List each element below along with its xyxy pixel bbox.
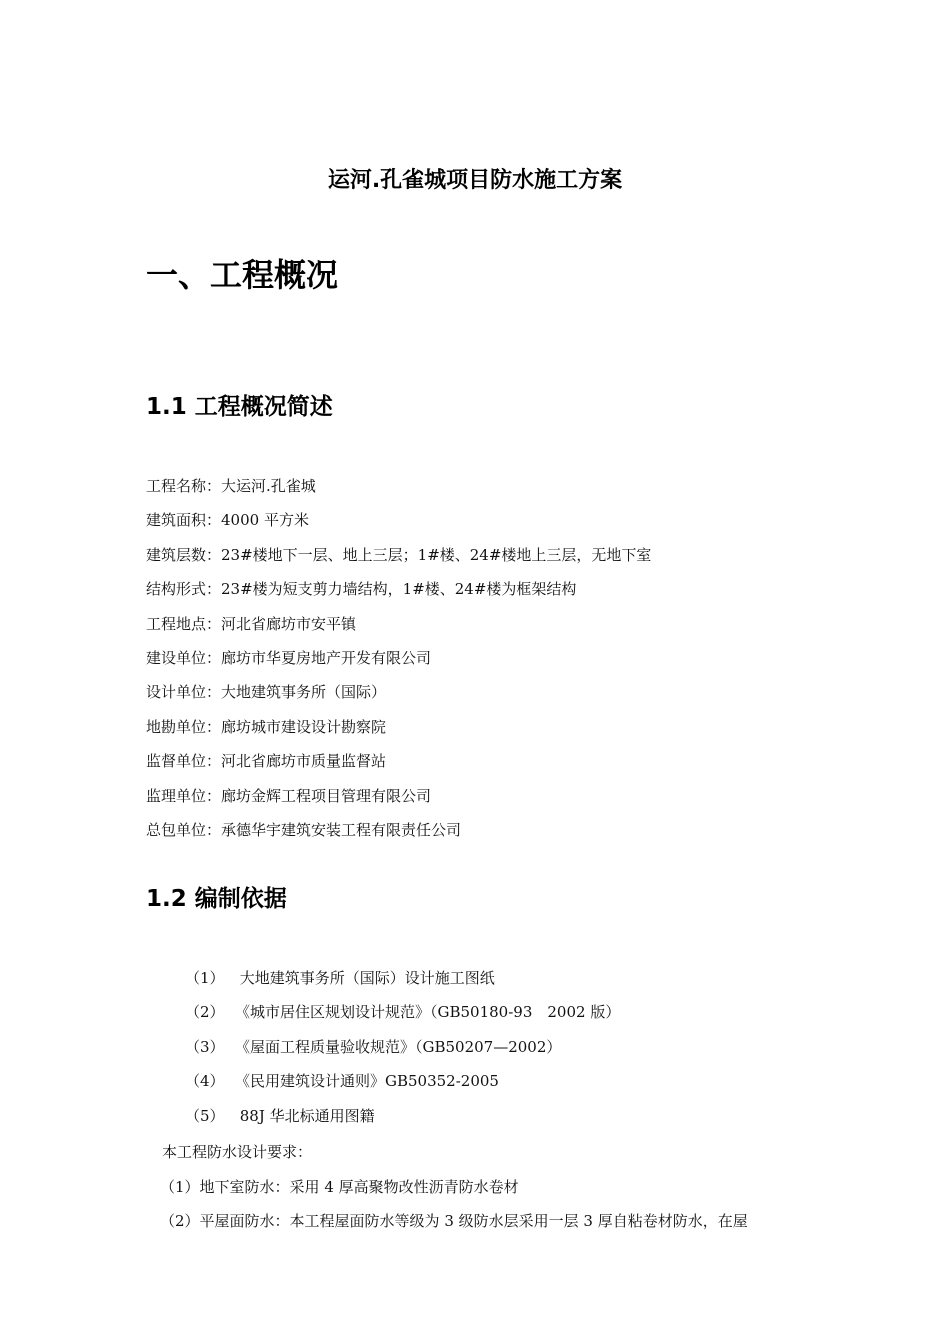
subsection-heading-overview: 1.1 工程概况简述 (146, 394, 333, 420)
requirement-basement: （1）地下室防水：采用 4 厚高聚物改性沥青防水卷材 (160, 1178, 519, 1196)
basis-item-number: （2） (185, 1003, 225, 1022)
section-heading-overview: 一、工程概况 (146, 256, 339, 294)
basis-item-number: （5） (185, 1106, 225, 1125)
requirements-list (160, 1177, 748, 1246)
info-floor-area: 建筑面积：4000 平方米 (146, 511, 309, 530)
basis-item (185, 968, 620, 1002)
info-storeys: 建筑层数：23#楼地下一层、地上三层；1#楼、24#楼地上三层，无地下室 (146, 545, 652, 564)
document-title: 运河.孔雀城项目防水施工方案 (327, 168, 623, 193)
basis-item (185, 1037, 620, 1071)
basis-item-text: 大地建筑事务所（国际）设计施工图纸 (235, 969, 495, 987)
info-survey-unit: 地勘单位：廊坊城市建设设计勘察院 (146, 717, 387, 736)
basis-item-text: 88J 华北标通用图籍 (235, 1106, 375, 1125)
basis-item-number: （1） (185, 969, 225, 987)
basis-item-text: 《屋面工程质量验收规范》（GB50207—2002） (235, 1037, 562, 1056)
project-info-list (146, 476, 651, 854)
requirements-intro: 本工程防水设计要求： (162, 1143, 313, 1161)
basis-item-text: 《城市居住区规划设计规范》（GB50180-93 2002 版） (235, 1003, 621, 1022)
info-supervisor: 监理单位：廊坊金辉工程项目管理有限公司 (146, 786, 432, 805)
info-location: 工程地点：河北省廊坊市安平镇 (146, 614, 357, 633)
basis-item-number: （3） (185, 1037, 225, 1056)
basis-list (185, 968, 620, 1140)
info-designer: 设计单位：大地建筑事务所（国际） (146, 683, 387, 702)
basis-item (185, 1071, 620, 1105)
info-general-contractor: 总包单位：承德华宇建筑安装工程有限责任公司 (146, 820, 462, 839)
subsection-heading-basis: 1.2 编制依据 (146, 886, 287, 912)
basis-item-text: 《民用建筑设计通则》GB50352-2005 (235, 1072, 499, 1091)
basis-item (185, 1002, 620, 1036)
requirement-flat-roof: （2）平屋面防水：本工程屋面防水等级为 3 级防水层采用一层 3 厚自粘卷材防水，在屋 (160, 1212, 748, 1231)
info-developer: 建设单位：廊坊市华夏房地产开发有限公司 (146, 648, 432, 667)
info-project-name: 工程名称：大运河.孔雀城 (146, 477, 316, 495)
basis-item-number: （4） (185, 1072, 225, 1091)
basis-item (185, 1106, 620, 1140)
info-supervision-station: 监督单位：河北省廊坊市质量监督站 (146, 752, 387, 771)
info-structure-type: 结构形式：23#楼为短支剪力墙结构，1#楼、24#楼为框架结构 (146, 580, 577, 599)
